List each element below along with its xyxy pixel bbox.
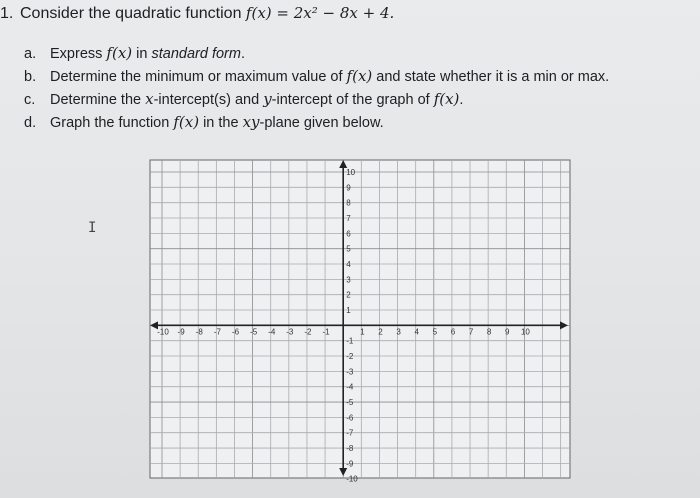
y-tick-label: 6	[346, 229, 351, 239]
y-tick-label: -9	[346, 459, 354, 469]
question-number: 1.	[0, 5, 14, 22]
x-tick-label: -10	[157, 327, 169, 337]
y-tick-label: -8	[346, 444, 354, 454]
x-tick-label: -7	[213, 327, 221, 337]
part-c: c. Determine the x-intercept(s) and y-intercept of the graph of f(x).	[24, 90, 464, 108]
y-tick-label: 2	[346, 290, 351, 300]
y-tick-label: 8	[346, 198, 351, 208]
part-d: d. Graph the function f(x) in the xy-plane given below.	[24, 113, 384, 131]
x-tick-label: 6	[450, 327, 456, 337]
y-tick-label: 5	[346, 244, 351, 254]
y-tick-label: -1	[346, 336, 354, 346]
y-tick-label: 7	[346, 214, 351, 224]
y-tick-label: -2	[346, 352, 354, 362]
y-tick-label: 9	[346, 183, 351, 193]
x-tick-label: -1	[322, 327, 330, 337]
text-cursor-icon: I	[88, 220, 97, 236]
parts-list	[24, 44, 609, 136]
y-tick-label: -10	[346, 474, 358, 484]
x-tick-label: -4	[268, 327, 276, 337]
part-b: b. Determine the minimum or maximum value of f(x) and state whether it is a min or max.	[24, 67, 610, 85]
standard-form-emphasis: standard form	[151, 46, 241, 62]
coordinate-grid[interactable]	[150, 160, 570, 484]
x-tick-label: 1	[360, 327, 365, 337]
part-a: a. Express f(x) in standard form.	[24, 44, 245, 62]
y-tick-label: -7	[346, 428, 354, 438]
x-tick-label: 9	[505, 327, 510, 337]
x-tick-label: 4	[414, 327, 419, 337]
y-tick-label: -3	[346, 367, 354, 377]
x-tick-label: -6	[231, 327, 240, 337]
x-tick-label: -5	[250, 327, 258, 337]
x-tick-label: -8	[195, 327, 203, 337]
x-tick-label: 7	[468, 327, 474, 337]
question-prefix: Consider the quadratic function	[20, 5, 246, 22]
y-tick-label: 3	[346, 275, 351, 285]
question-heading	[0, 4, 394, 23]
y-tick-label: -5	[346, 398, 354, 408]
x-tick-label: 10	[520, 327, 530, 337]
y-tick-label: 4	[346, 260, 351, 270]
function-expression: f(x) = 2x² − 8x + 4.	[245, 4, 395, 22]
y-tick-label: 10	[346, 168, 356, 177]
x-tick-label: -9	[177, 327, 185, 337]
y-tick-label: -6	[346, 413, 354, 423]
x-tick-label: -2	[304, 327, 312, 337]
x-tick-label: 8	[486, 327, 492, 337]
grid-background	[150, 160, 570, 478]
x-tick-label: 3	[396, 327, 401, 337]
y-tick-label: -4	[346, 382, 354, 392]
x-tick-label: 2	[378, 327, 383, 337]
y-tick-label: 1	[346, 306, 351, 316]
x-tick-label: -3	[286, 327, 294, 337]
x-tick-label: 5	[432, 327, 438, 337]
